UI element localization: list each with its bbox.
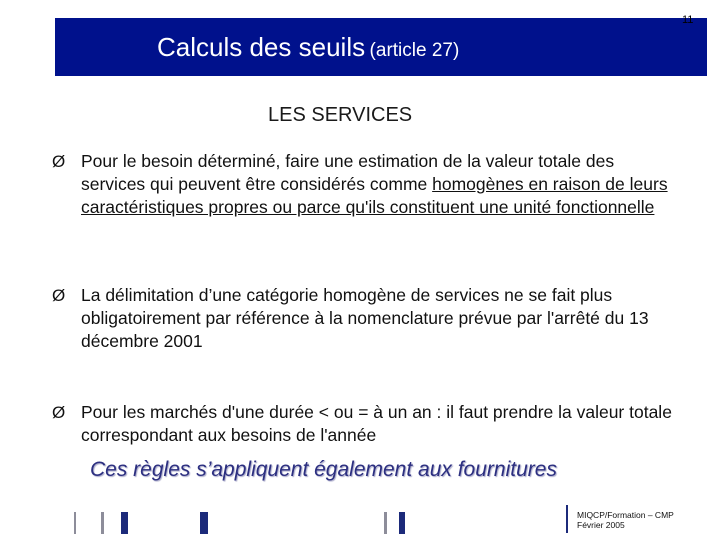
bullet-item xyxy=(52,284,672,353)
bullet-item xyxy=(52,150,672,219)
footer xyxy=(577,510,674,530)
slide-title xyxy=(157,32,459,67)
decorative-bar xyxy=(74,512,76,534)
decorative-bar xyxy=(399,512,405,534)
bullet-text: La délimitation d’une catégorie homogène de services ne se fait plus obligatoirement par référence à la nomenclature prévue par l'arrêté du 13 décembre 2001 xyxy=(81,285,649,351)
decorative-bar xyxy=(384,512,387,534)
title-sub: (article 27) xyxy=(369,40,460,61)
decorative-bar xyxy=(121,512,128,534)
bullet-text xyxy=(81,150,672,219)
page-number: 11 xyxy=(682,14,694,26)
bullet-text: Pour les marchés d'une durée < ou = à un an : il faut prendre la valeur totale correspondant aux besoins de l'année xyxy=(81,402,672,445)
arrow-bullet-icon: Ø xyxy=(52,286,66,305)
bullet-text-underlined: homogènes en raison de leurs caractéristiques propres ou parce qu'ils constituent une unité fonctionnelle xyxy=(81,174,668,217)
footer-line: Février 2005 xyxy=(577,520,625,530)
decorative-bar xyxy=(200,512,208,534)
bullet-item xyxy=(52,401,672,447)
arrow-bullet-icon: Ø xyxy=(52,152,66,171)
arrow-bullet-icon: Ø xyxy=(52,403,66,422)
footer-line: MIQCP/Formation – CMP xyxy=(577,510,674,520)
bullet-text-part: Pour le besoin déterminé, faire une estimation de la valeur totale des services qui peuvent être considérés comme xyxy=(81,151,615,194)
footnote: Ces règles s’appliquent également aux fournitures xyxy=(90,458,557,481)
footer-rule xyxy=(566,505,568,533)
section-heading: LES SERVICES xyxy=(268,104,413,126)
title-main: Calculs des seuils xyxy=(157,32,366,62)
decorative-bar xyxy=(101,512,104,534)
